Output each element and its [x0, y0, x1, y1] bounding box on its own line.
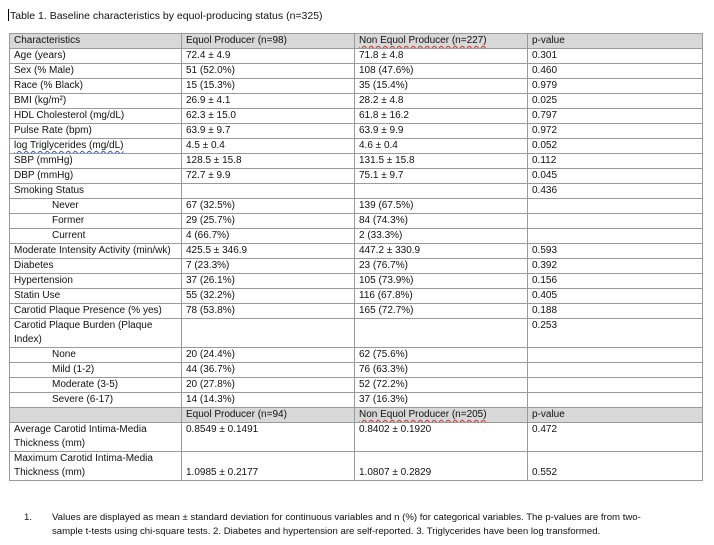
non-equol-cell: 1.0807 ± 0.2829	[355, 452, 528, 481]
p-value-cell: 0.112	[528, 154, 703, 169]
equol-cell: 67 (32.5%)	[182, 199, 355, 214]
non-equol-cell: 35 (15.4%)	[355, 79, 528, 94]
p-value-cell: 0.436	[528, 184, 703, 199]
p-value-cell	[528, 378, 703, 393]
non-equol-cell: 0.8402 ± 0.1920	[355, 423, 528, 452]
equol-cell	[182, 319, 355, 348]
row-label: Mild (1-2)	[10, 363, 182, 378]
table-row	[10, 244, 703, 259]
header2-p-value: p-value	[528, 408, 703, 423]
non-equol-cell	[355, 319, 528, 348]
table-row	[10, 79, 703, 94]
non-equol-cell: 76 (63.3%)	[355, 363, 528, 378]
table-row	[10, 304, 703, 319]
non-equol-cell	[355, 184, 528, 199]
p-value-cell: 0.797	[528, 109, 703, 124]
table-row	[10, 49, 703, 64]
non-equol-cell: 71.8 ± 4.8	[355, 49, 528, 64]
row-label: Statin Use	[10, 289, 182, 304]
footnote-line-1: Values are displayed as mean ± standard deviation for continuous variables and n (%) for categorical variables. The p-values are from two-	[52, 512, 641, 523]
row-label: HDL Cholesterol (mg/dL)	[10, 109, 182, 124]
equol-cell: 55 (32.2%)	[182, 289, 355, 304]
equol-cell	[182, 184, 355, 199]
table-row	[10, 184, 703, 199]
table-row	[10, 289, 703, 304]
equol-cell: 51 (52.0%)	[182, 64, 355, 79]
p-value-cell: 0.460	[528, 64, 703, 79]
non-equol-cell: 139 (67.5%)	[355, 199, 528, 214]
p-value-cell	[528, 393, 703, 408]
table-row	[10, 393, 703, 408]
table-row	[10, 154, 703, 169]
header2-equol-producer: Equol Producer (n=94)	[182, 408, 355, 423]
row-label: Never	[10, 199, 182, 214]
header2-non-equol-producer: Non Equol Producer (n=205)	[355, 408, 528, 423]
equol-cell: 20 (24.4%)	[182, 348, 355, 363]
row-label: Moderate (3-5)	[10, 378, 182, 393]
equol-cell: 29 (25.7%)	[182, 214, 355, 229]
row-label: log Triglycerides (mg/dL)	[10, 139, 182, 154]
p-value-cell: 0.472	[528, 423, 703, 452]
equol-cell: 62.3 ± 15.0	[182, 109, 355, 124]
row-label: Race (% Black)	[10, 79, 182, 94]
row-label: SBP (mmHg)	[10, 154, 182, 169]
p-value-cell	[528, 363, 703, 378]
row-label: BMI (kg/m²)	[10, 94, 182, 109]
p-value-cell: 0.045	[528, 169, 703, 184]
row-label: Sex (% Male)	[10, 64, 182, 79]
non-equol-cell: 4.6 ± 0.4	[355, 139, 528, 154]
baseline-table	[9, 33, 703, 481]
table-row	[10, 139, 703, 154]
equol-cell: 20 (27.8%)	[182, 378, 355, 393]
row-label: Carotid Plaque Burden (Plaque Index)	[10, 319, 182, 348]
header2-characteristics	[10, 408, 182, 423]
non-equol-cell: 75.1 ± 9.7	[355, 169, 528, 184]
table-row	[10, 452, 703, 481]
non-equol-cell: 61.8 ± 16.2	[355, 109, 528, 124]
row-label: Pulse Rate (bpm)	[10, 124, 182, 139]
non-equol-cell: 62 (75.6%)	[355, 348, 528, 363]
p-value-cell: 0.025	[528, 94, 703, 109]
non-equol-cell: 2 (33.3%)	[355, 229, 528, 244]
p-value-cell: 0.979	[528, 79, 703, 94]
table-row	[10, 423, 703, 452]
table-row	[10, 199, 703, 214]
table-row	[10, 319, 703, 348]
p-value-cell	[528, 199, 703, 214]
non-equol-cell: 23 (76.7%)	[355, 259, 528, 274]
equol-cell: 1.0985 ± 0.2177	[182, 452, 355, 481]
row-label: Smoking Status	[10, 184, 182, 199]
non-equol-cell: 165 (72.7%)	[355, 304, 528, 319]
p-value-cell: 0.593	[528, 244, 703, 259]
non-equol-cell: 63.9 ± 9.9	[355, 124, 528, 139]
p-value-cell: 0.156	[528, 274, 703, 289]
p-value-cell	[528, 348, 703, 363]
table-row	[10, 229, 703, 244]
table-row	[10, 214, 703, 229]
p-value-cell	[528, 214, 703, 229]
second-header-row	[10, 408, 703, 423]
table-caption	[8, 9, 323, 22]
non-equol-cell: 108 (47.6%)	[355, 64, 528, 79]
table-row	[10, 109, 703, 124]
row-label: Average Carotid Intima-Media Thickness (mm)	[10, 423, 182, 452]
non-equol-cell: 105 (73.9%)	[355, 274, 528, 289]
non-equol-cell: 84 (74.3%)	[355, 214, 528, 229]
equol-cell: 128.5 ± 15.8	[182, 154, 355, 169]
equol-cell: 72.7 ± 9.9	[182, 169, 355, 184]
equol-cell: 15 (15.3%)	[182, 79, 355, 94]
equol-cell: 7 (23.3%)	[182, 259, 355, 274]
table-row	[10, 378, 703, 393]
p-value-cell: 0.253	[528, 319, 703, 348]
table-row	[10, 348, 703, 363]
header-characteristics: Characteristics	[10, 34, 182, 49]
table-row	[10, 274, 703, 289]
row-label: Carotid Plaque Presence (% yes)	[10, 304, 182, 319]
table-row	[10, 169, 703, 184]
row-label: None	[10, 348, 182, 363]
row-label: Maximum Carotid Intima-Media Thickness (mm)	[10, 452, 182, 481]
row-label: Diabetes	[10, 259, 182, 274]
non-equol-cell: 447.2 ± 330.9	[355, 244, 528, 259]
table-row	[10, 124, 703, 139]
equol-cell: 14 (14.3%)	[182, 393, 355, 408]
p-value-cell: 0.405	[528, 289, 703, 304]
header-p-value: p-value	[528, 34, 703, 49]
equol-cell: 72.4 ± 4.9	[182, 49, 355, 64]
non-equol-cell: 116 (67.8%)	[355, 289, 528, 304]
table-row	[10, 64, 703, 79]
p-value-cell: 0.301	[528, 49, 703, 64]
footnote-line-2: sample t-tests using chi-square tests. 2. Diabetes and hypertension are self-reported. 3. Triglycerides have been log transformed.	[52, 526, 601, 537]
table-row	[10, 259, 703, 274]
row-label: Severe (6-17)	[10, 393, 182, 408]
equol-cell: 425.5 ± 346.9	[182, 244, 355, 259]
row-label: Former	[10, 214, 182, 229]
equol-cell: 4 (66.7%)	[182, 229, 355, 244]
equol-cell: 26.9 ± 4.1	[182, 94, 355, 109]
header-equol-producer: Equol Producer (n=98)	[182, 34, 355, 49]
equol-cell: 78 (53.8%)	[182, 304, 355, 319]
p-value-cell: 0.552	[528, 452, 703, 481]
p-value-cell: 0.052	[528, 139, 703, 154]
non-equol-cell: 37 (16.3%)	[355, 393, 528, 408]
equol-cell: 0.8549 ± 0.1491	[182, 423, 355, 452]
caption-text: Table 1. Baseline characteristics by equol-producing status (n=325)	[10, 10, 323, 22]
equol-cell: 44 (36.7%)	[182, 363, 355, 378]
equol-cell: 63.9 ± 9.7	[182, 124, 355, 139]
row-label: DBP (mmHg)	[10, 169, 182, 184]
row-label: Current	[10, 229, 182, 244]
text-cursor	[8, 9, 9, 21]
equol-cell: 4.5 ± 0.4	[182, 139, 355, 154]
non-equol-cell: 28.2 ± 4.8	[355, 94, 528, 109]
p-value-cell	[528, 229, 703, 244]
footnote-number: 1.	[24, 512, 33, 523]
equol-cell: 37 (26.1%)	[182, 274, 355, 289]
non-equol-cell: 131.5 ± 15.8	[355, 154, 528, 169]
header-row	[10, 34, 703, 49]
header-non-equol-producer: Non Equol Producer (n=227)	[355, 34, 528, 49]
non-equol-cell: 52 (72.2%)	[355, 378, 528, 393]
p-value-cell: 0.188	[528, 304, 703, 319]
table-row	[10, 363, 703, 378]
row-label: Moderate Intensity Activity (min/wk)	[10, 244, 182, 259]
table-footnote	[24, 511, 704, 539]
table-body	[10, 34, 703, 481]
p-value-cell: 0.972	[528, 124, 703, 139]
table-row	[10, 94, 703, 109]
row-label: Hypertension	[10, 274, 182, 289]
p-value-cell: 0.392	[528, 259, 703, 274]
row-label: Age (years)	[10, 49, 182, 64]
